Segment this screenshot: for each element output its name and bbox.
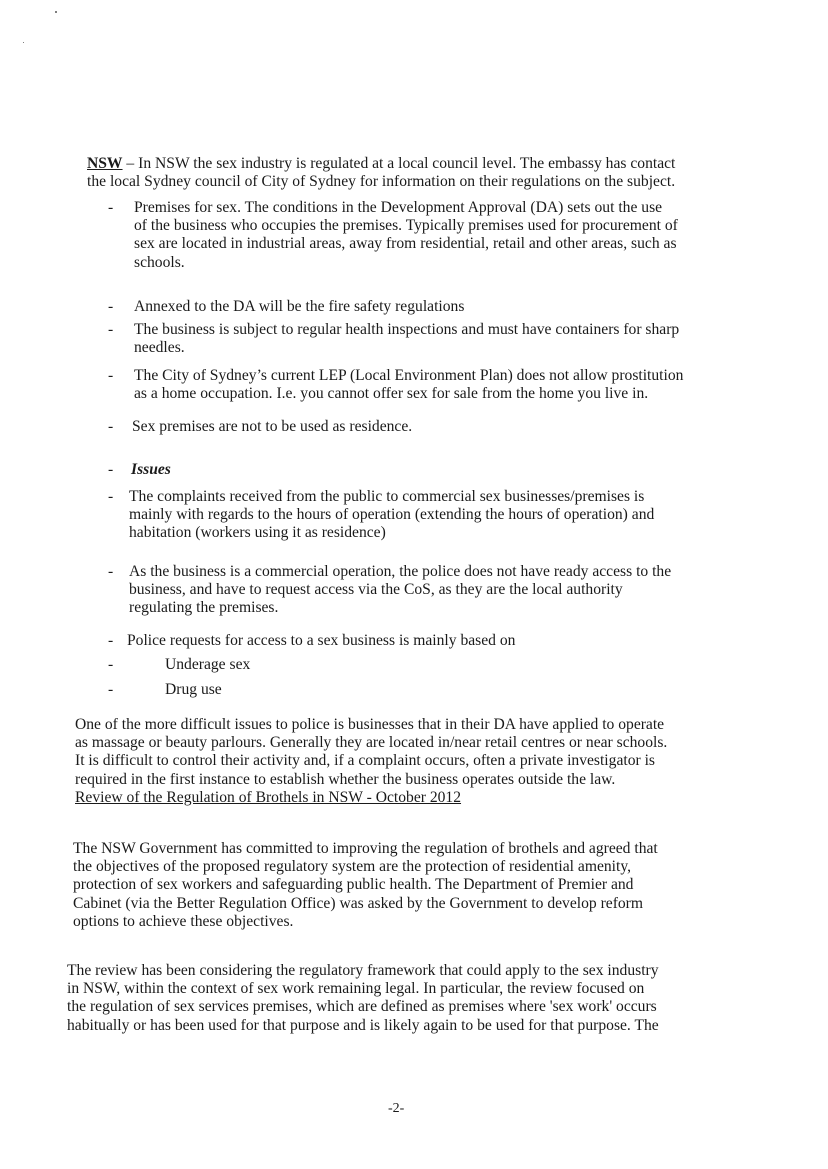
scan-speck [23,42,24,43]
dash-marker: - [108,199,114,216]
intro-label: NSW [87,155,123,172]
paragraph-line: Cabinet (via the Better Regulation Office) was asked by the Government to develop reform [73,894,644,912]
issue-line: business, and have to request access via the CoS, as they are the local authority [129,581,623,599]
issue-line: As the business is a commercial operation, the police does not have ready access to the [129,563,672,580]
dash-marker: - [108,418,114,435]
dash-marker: - [108,367,114,384]
bullet-line: Premises for sex. The conditions in the Development Approval (DA) sets out the use [134,199,663,216]
issue-line: mainly with regards to the hours of operation (extending the hours of operation) and [129,506,655,524]
intro-line: the local Sydney council of City of Sydney for information on their regulations on the subject. [87,173,676,191]
issue-line: Underage sex [165,656,251,673]
paragraph-line: the regulation of sex services premises, which are defined as premises where 'sex work' occurs [67,998,657,1016]
paragraph-line: options to achieve these objectives. [73,912,294,930]
issues-heading-text: Issues [131,461,171,478]
paragraph-line: as massage or beauty parlours. Generally they are located in/near retail centres or near schools. [75,734,668,752]
intro-paragraph [87,155,675,191]
bullet-line: The City of Sydney’s current LEP (Local Environment Plan) does not allow prostitution [134,367,684,384]
paragraph-line: The NSW Government has committed to improving the regulation of brothels and agreed that [73,840,658,857]
issue-line: The complaints received from the public to commercial sex businesses/premises is [129,488,645,505]
review-paragraph [67,962,659,1035]
review-heading: Review of the Regulation of Brothels in NSW - October 2012 [75,788,462,806]
government-paragraph [73,840,658,931]
paragraph-line: the objectives of the proposed regulatory system are the protection of residential amenity, [73,858,632,876]
dash-marker: - [108,681,114,698]
policing-paragraph [75,716,667,807]
bullet-line: The business is subject to regular health inspections and must have containers for sharp [134,321,680,338]
paragraph-line: It is difficult to control their activity and, if a complaint occurs, often a private investigator is [75,752,655,770]
dash-marker: - [108,656,114,673]
paragraph-line: One of the more difficult issues to police is businesses that in their DA have applied to operate [75,716,665,733]
issue-line: Drug use [165,681,222,698]
intro-line: NSW – In NSW the sex industry is regulated at a local council level. The embassy has contact [87,155,676,172]
issue-line: habitation (workers using it as residence) [129,524,386,542]
scan-speck [55,11,57,13]
paragraph-line: in NSW, within the context of sex work remaining legal. In particular, the review focused on [67,980,645,998]
dash-marker: - [108,488,114,505]
bullet-line: schools. [134,253,185,271]
paragraph-line: The review has been considering the regulatory framework that could apply to the sex industry [67,962,659,979]
bullet-line: Annexed to the DA will be the fire safety regulations [134,298,465,315]
dash-marker: - [108,461,114,478]
bullet-line: as a home occupation. I.e. you cannot offer sex for sale from the home you live in. [134,385,649,403]
issue-line: Police requests for access to a sex business is mainly based on [127,632,516,649]
bullet-line: of the business who occupies the premises. Typically premises used for procurement of [134,217,678,235]
paragraph-line: protection of sex workers and safeguarding public health. The Department of Premier and [73,876,634,894]
bullet-line: needles. [134,339,185,357]
bullet-line: sex are located in industrial areas, away from residential, retail and other areas, such as [134,235,677,253]
issue-line: regulating the premises. [129,599,279,617]
paragraph-line: required in the first instance to establish whether the business operates outside the law. [75,770,616,788]
paragraph-line: habitually or has been used for that purpose and is likely again to be used for that purpose. The [67,1016,659,1034]
bullet-line: Sex premises are not to be used as residence. [132,418,413,435]
dash-marker: - [108,321,114,338]
dash-marker: - [108,563,114,580]
dash-marker: - [108,298,114,315]
dash-marker: - [108,632,114,649]
page-number: -2- [388,1101,405,1116]
